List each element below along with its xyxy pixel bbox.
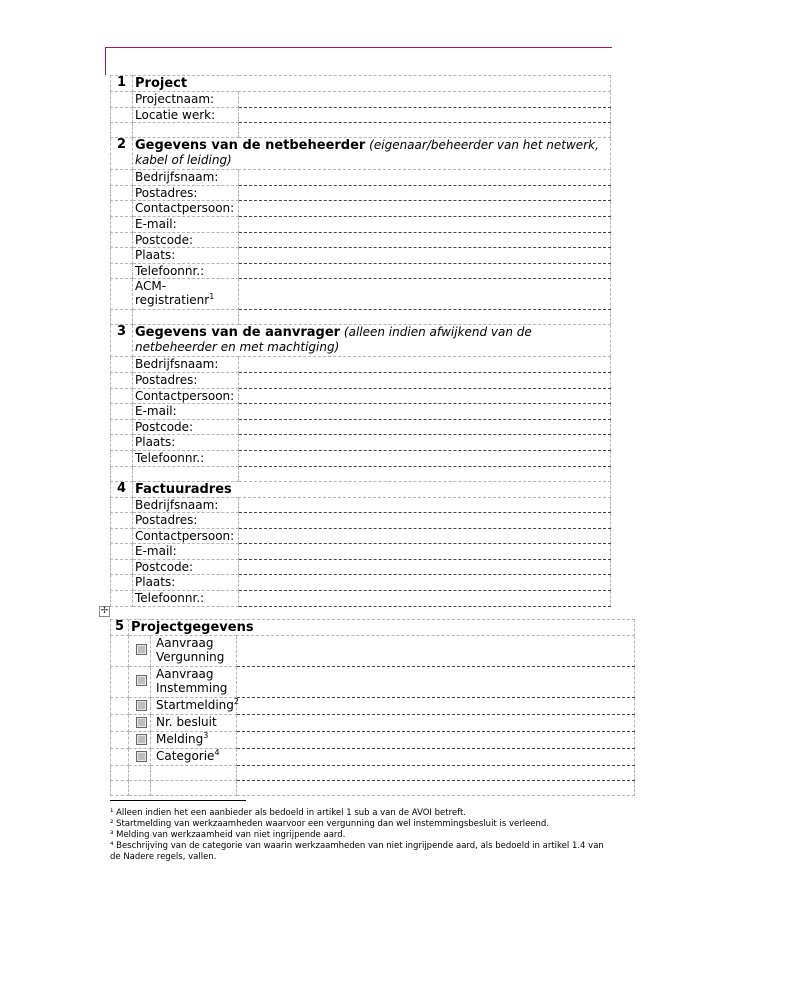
field-input[interactable] (239, 575, 611, 591)
checkbox[interactable] (136, 734, 147, 745)
num-cell (111, 513, 133, 529)
option-label-cell (151, 667, 237, 698)
field-label: ACM-registratienr (135, 279, 210, 308)
field-input[interactable] (239, 450, 611, 466)
field-input[interactable] (239, 388, 611, 404)
field-label: Telefoonnr.: (133, 263, 239, 279)
empty-cell (151, 766, 237, 781)
num-cell (111, 248, 133, 264)
option-label: Nr. besluit (156, 715, 217, 729)
field-input[interactable] (239, 92, 611, 108)
field-label: Postadres: (133, 372, 239, 388)
empty-cell (129, 766, 151, 781)
checkbox-cell (129, 732, 151, 749)
field-label: E-mail: (133, 216, 239, 232)
footnote-ref: 3 (203, 731, 209, 740)
checkbox[interactable] (136, 675, 147, 686)
num-cell (111, 201, 133, 217)
form-table-main (110, 75, 611, 607)
form-row (111, 279, 611, 310)
field-input[interactable] (239, 170, 611, 186)
form-row (111, 388, 611, 404)
checkbox-cell (129, 667, 151, 698)
form-row (111, 450, 611, 466)
footnote-separator (110, 800, 246, 801)
field-input[interactable] (239, 201, 611, 217)
num-cell (111, 544, 133, 560)
acm-label-cell (133, 279, 239, 310)
option-row (111, 749, 635, 766)
option-label: Melding (156, 732, 204, 746)
section-title: Projectgegevens (131, 620, 254, 635)
field-input[interactable] (237, 636, 635, 667)
field-input[interactable] (237, 698, 635, 715)
field-input[interactable] (239, 435, 611, 451)
field-label: Bedrijfsnaam: (133, 497, 239, 513)
field-input[interactable] (239, 419, 611, 435)
num-cell (111, 279, 133, 310)
section-title-cell (133, 76, 611, 92)
field-input[interactable] (239, 497, 611, 513)
field-input[interactable] (239, 232, 611, 248)
form-row (111, 107, 611, 123)
form-row (111, 185, 611, 201)
field-input[interactable] (239, 279, 611, 310)
num-cell (111, 123, 133, 138)
num-cell (111, 636, 129, 667)
num-cell (111, 185, 133, 201)
num-cell (111, 698, 129, 715)
num-cell (111, 466, 133, 481)
option-label: Aanvraag Vergunning (156, 636, 225, 664)
option-label: Startmelding (156, 698, 234, 712)
spacer-row (111, 310, 611, 325)
empty-cell (239, 466, 611, 481)
section-subtitle: (alleen indien afwijkend van de netbeheerder en met machtiging) (135, 325, 532, 355)
empty-cell (151, 781, 237, 796)
field-label: E-mail: (133, 404, 239, 420)
num-cell (111, 559, 133, 575)
spacer-row (111, 766, 635, 781)
num-cell (111, 388, 133, 404)
num-cell (111, 732, 129, 749)
field-label: Plaats: (133, 575, 239, 591)
section-header-row (111, 138, 611, 170)
num-cell (111, 357, 133, 373)
num-cell (111, 749, 129, 766)
field-input[interactable] (239, 591, 611, 607)
section-header-row (111, 620, 635, 636)
option-row (111, 636, 635, 667)
num-cell (111, 419, 133, 435)
field-input[interactable] (239, 357, 611, 373)
form-row (111, 263, 611, 279)
section-title: Project (135, 76, 188, 91)
footnote-1: ¹ Alleen indien het een aanbieder als bedoeld in artikel 1 sub a van de AVOI betreft. (110, 808, 466, 818)
option-label-cell (151, 636, 237, 667)
footnote-ref: 1 (209, 292, 215, 302)
section-number: 3 (111, 325, 133, 357)
form-row (111, 216, 611, 232)
footnote-ref: 4 (214, 748, 220, 757)
form-row (111, 435, 611, 451)
form-row (111, 248, 611, 264)
num-cell (111, 766, 129, 781)
empty-cell (239, 310, 611, 325)
section-title: Gegevens van de aanvrager (135, 325, 341, 341)
option-row (111, 667, 635, 698)
num-cell (111, 435, 133, 451)
option-row (111, 732, 635, 749)
form-row (111, 591, 611, 607)
section-title-cell (133, 138, 611, 170)
checkbox-cell (129, 636, 151, 667)
num-cell (111, 591, 133, 607)
option-label-cell (151, 698, 237, 715)
form-table-projectgegevens (110, 619, 635, 796)
section-title: Factuuradres (135, 481, 232, 497)
checkbox-cell (129, 749, 151, 766)
form-row (111, 497, 611, 513)
footnote-3: ³ Melding van werkzaamheid van niet ingrijpende aard. (110, 830, 346, 840)
field-input[interactable] (239, 263, 611, 279)
form-row (111, 372, 611, 388)
field-input[interactable] (237, 749, 635, 766)
empty-cell (133, 123, 239, 138)
num-cell (111, 232, 133, 248)
field-input[interactable] (237, 732, 635, 749)
section-number: 1 (111, 76, 133, 92)
field-label: Bedrijfsnaam: (133, 357, 239, 373)
field-label: Plaats: (133, 435, 239, 451)
field-input[interactable] (237, 766, 635, 781)
form-row (111, 404, 611, 420)
form-row (111, 528, 611, 544)
num-cell (111, 216, 133, 232)
num-cell (111, 263, 133, 279)
field-input[interactable] (239, 216, 611, 232)
form-row (111, 201, 611, 217)
field-input[interactable] (239, 513, 611, 529)
field-label: Contactpersoon: (133, 528, 239, 544)
field-input[interactable] (237, 781, 635, 796)
section-header-row (111, 76, 611, 92)
spacer-row (111, 781, 635, 796)
header-rule-tick (105, 47, 106, 75)
field-label: Postadres: (133, 513, 239, 529)
num-cell (111, 528, 133, 544)
option-row (111, 698, 635, 715)
checkbox-cell (129, 698, 151, 715)
footnote-2: ² Startmelding van werkzaamheden waarvoor een vergunning dan wel instemmingsbesluit is verleend. (110, 819, 550, 829)
header-rule (106, 47, 612, 48)
empty-cell (133, 466, 239, 481)
table-move-handle-icon[interactable]: ✢ (100, 606, 109, 616)
section-title-cell (133, 325, 611, 357)
checkbox[interactable] (136, 717, 147, 728)
num-cell (111, 310, 133, 325)
section-header-row (111, 325, 611, 357)
field-input[interactable] (239, 559, 611, 575)
field-label: Postcode: (133, 419, 239, 435)
spacer-row (111, 123, 611, 138)
num-cell (111, 497, 133, 513)
checkbox[interactable] (136, 700, 147, 711)
field-label: Postcode: (133, 232, 239, 248)
field-label: Locatie werk: (133, 107, 239, 123)
checkbox-cell (129, 715, 151, 732)
field-input[interactable] (239, 404, 611, 420)
form-row (111, 170, 611, 186)
num-cell (111, 575, 133, 591)
section-title-cell (129, 620, 635, 636)
form-row (111, 419, 611, 435)
footnotes (110, 808, 610, 863)
field-label: Bedrijfsnaam: (133, 170, 239, 186)
empty-cell (129, 781, 151, 796)
field-label: Telefoonnr.: (133, 591, 239, 607)
empty-cell (133, 310, 239, 325)
option-label: Aanvraag Instemming (156, 667, 228, 695)
checkbox[interactable] (136, 751, 147, 762)
num-cell (111, 92, 133, 108)
form-row (111, 559, 611, 575)
section-number: 2 (111, 138, 133, 170)
option-label-cell (151, 715, 237, 732)
field-label: Contactpersoon: (133, 201, 239, 217)
option-label-cell (151, 732, 237, 749)
num-cell (111, 404, 133, 420)
field-input[interactable] (237, 715, 635, 732)
section-title: Gegevens van de netbeheerder (135, 138, 366, 154)
section-header-row (111, 481, 611, 497)
section-number: 4 (111, 481, 133, 497)
field-input[interactable] (239, 107, 611, 123)
form-row (111, 513, 611, 529)
section-title-cell (133, 481, 611, 497)
field-label: Postcode: (133, 559, 239, 575)
spacer-row (111, 466, 611, 481)
empty-cell (239, 123, 611, 138)
form-row (111, 575, 611, 591)
field-input[interactable] (239, 528, 611, 544)
option-row (111, 715, 635, 732)
form-row (111, 357, 611, 373)
field-input[interactable] (239, 544, 611, 560)
num-cell (111, 715, 129, 732)
footnote-4: ⁴ Beschrijving van de categorie van waarin werkzaamheden van niet ingrijpende aard, als bedoeld in artikel 1.4 van de Nadere regels, vallen. (110, 841, 604, 862)
num-cell (111, 781, 129, 796)
footnote-ref: 2 (233, 697, 239, 706)
checkbox[interactable] (136, 644, 147, 655)
field-label: Postadres: (133, 185, 239, 201)
field-input[interactable] (239, 372, 611, 388)
option-label-cell (151, 749, 237, 766)
option-label: Categorie (156, 749, 215, 763)
field-label: Telefoonnr.: (133, 450, 239, 466)
field-input[interactable] (239, 248, 611, 264)
form-row (111, 92, 611, 108)
section-subtitle: (eigenaar/beheerder van het netwerk, kabel of leiding) (135, 138, 599, 168)
num-cell (111, 450, 133, 466)
num-cell (111, 170, 133, 186)
field-input[interactable] (237, 667, 635, 698)
field-label: E-mail: (133, 544, 239, 560)
field-label: Projectnaam: (133, 92, 239, 108)
num-cell (111, 667, 129, 698)
field-label: Contactpersoon: (133, 388, 239, 404)
field-input[interactable] (239, 185, 611, 201)
num-cell (111, 107, 133, 123)
section-number: 5 (111, 620, 129, 636)
num-cell (111, 372, 133, 388)
field-label: Plaats: (133, 248, 239, 264)
form-row (111, 232, 611, 248)
form-row (111, 544, 611, 560)
